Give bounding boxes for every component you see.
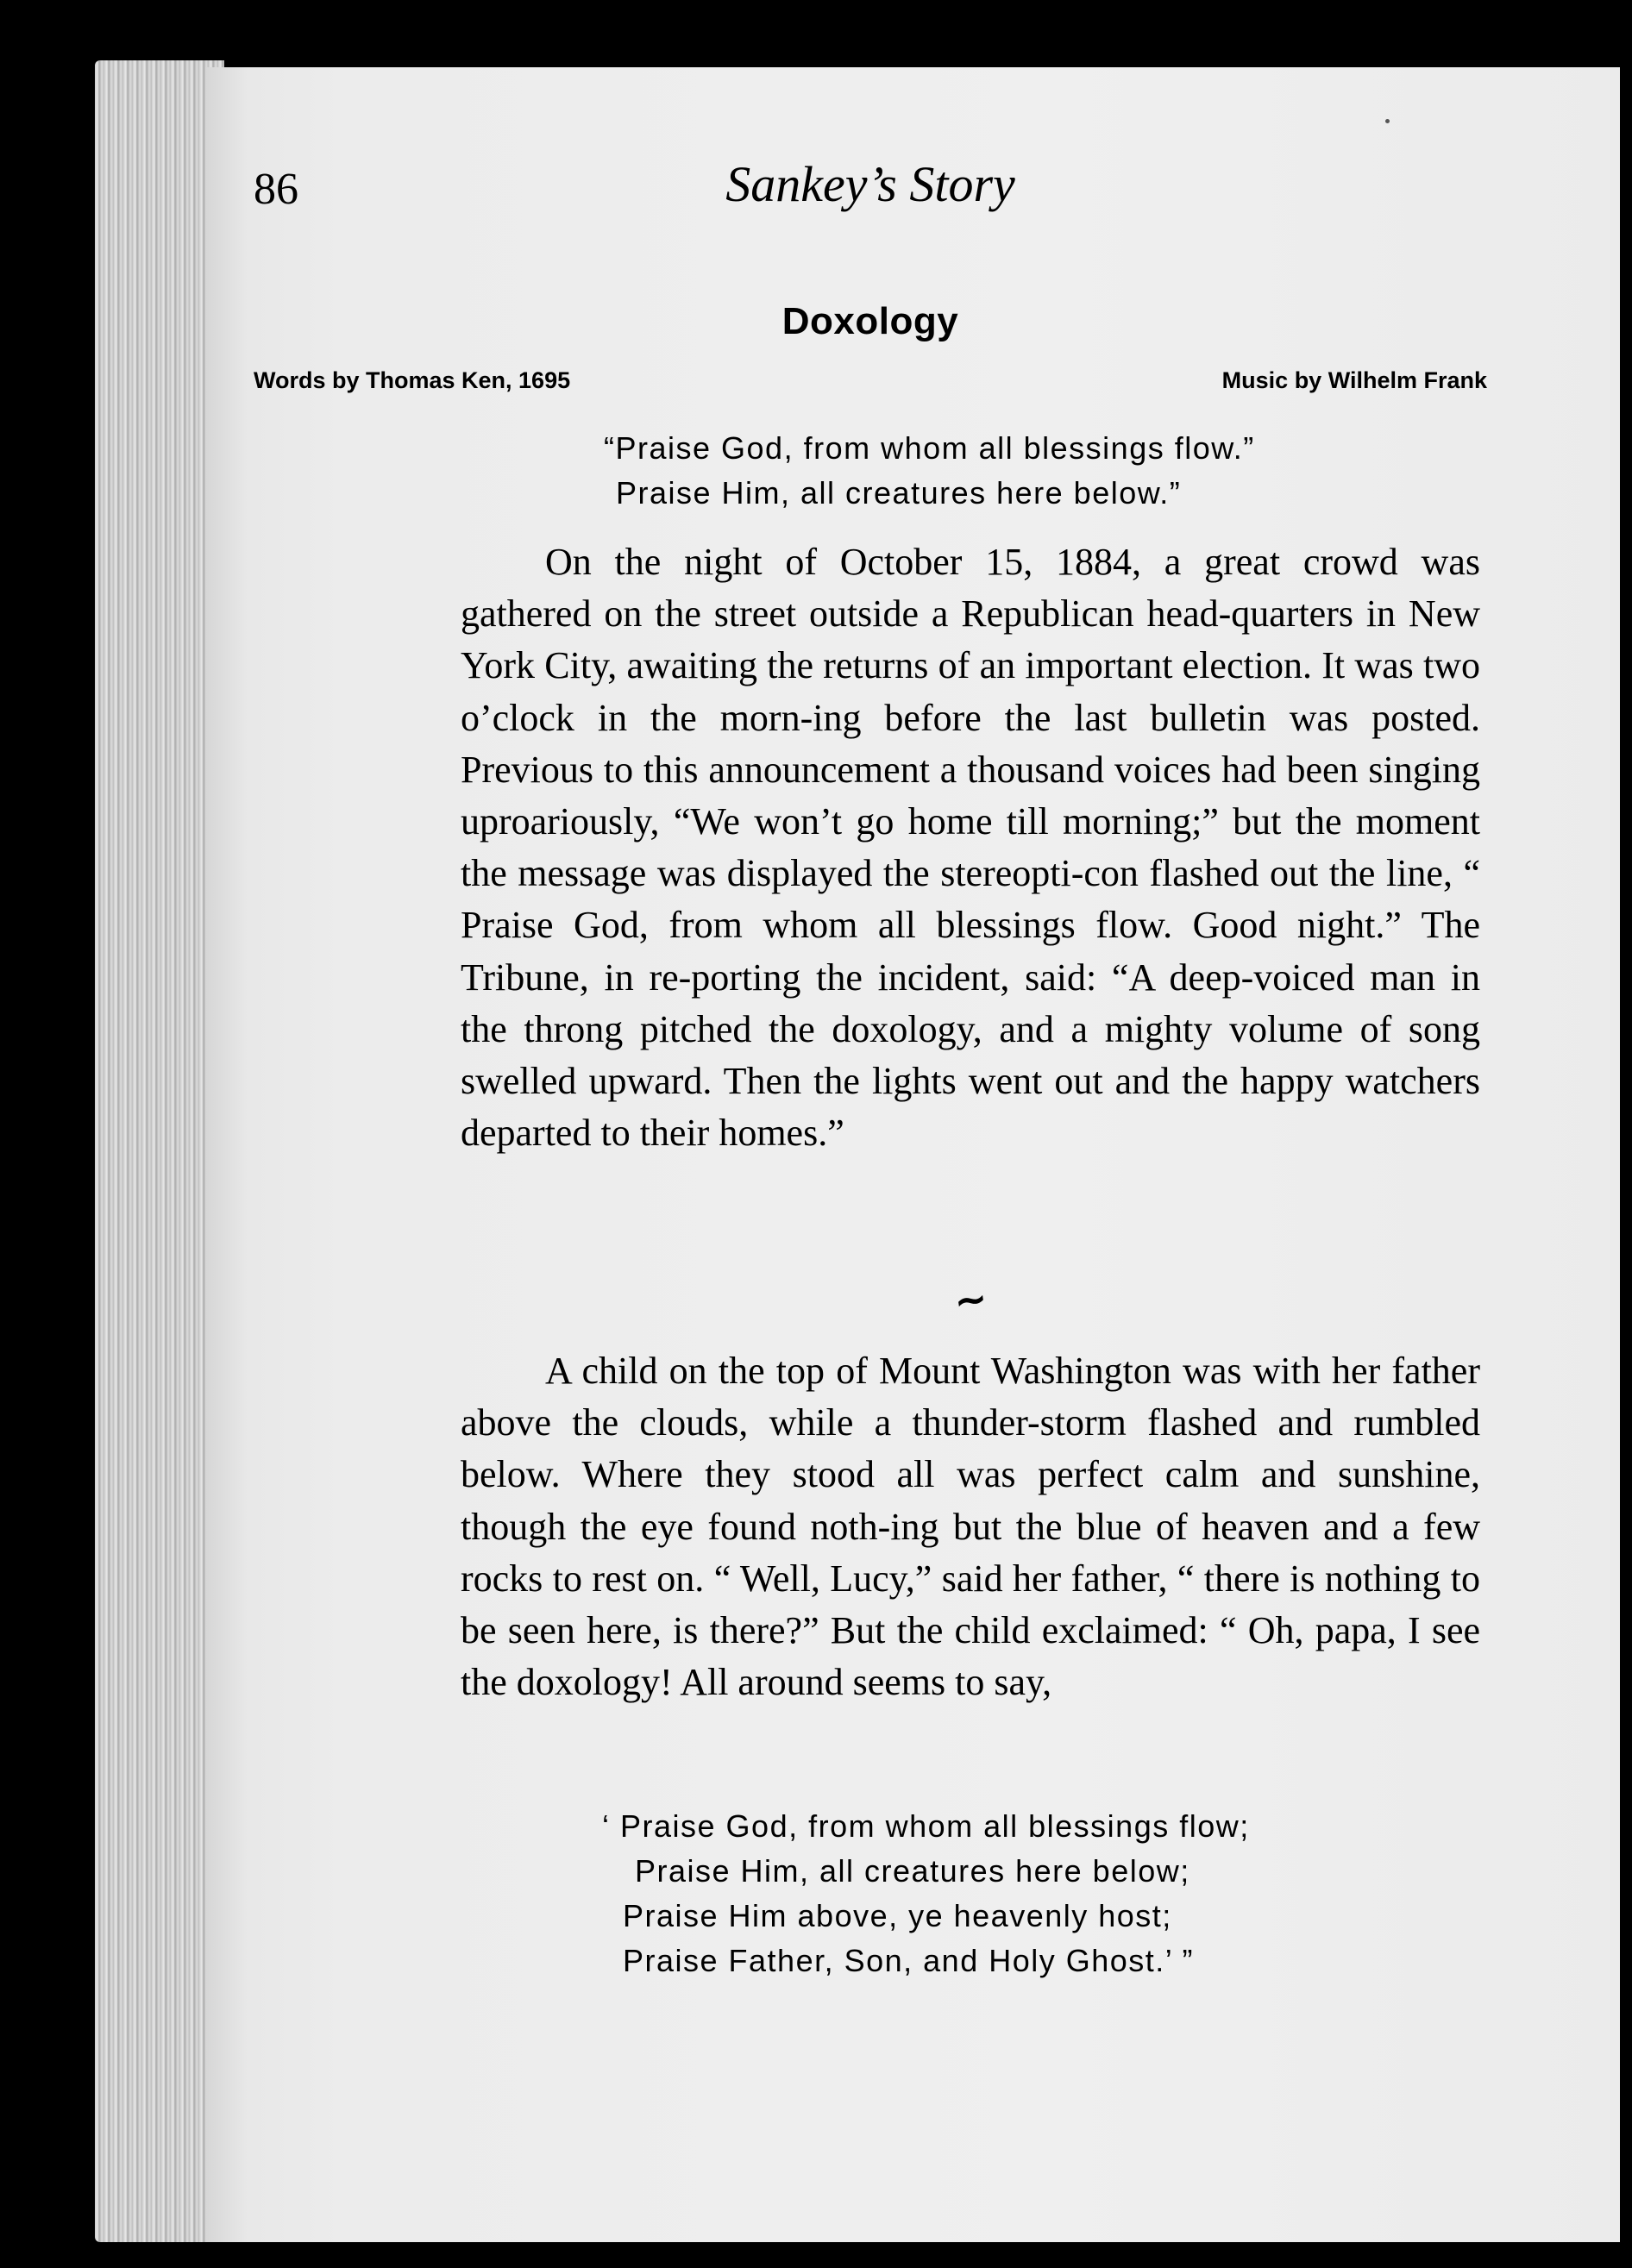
hymn-credits	[254, 367, 1487, 402]
closing-verse	[602, 1804, 1465, 1983]
section-ornament: ~	[951, 1274, 991, 1325]
verse-line: Praise Father, Son, and Holy Ghost.’ ”	[623, 1943, 1194, 1978]
verse-line: ‘ Praise God, from whom all blessings flow;	[602, 1808, 1250, 1844]
paragraph-election-night: On the night of October 15, 1884, a great crowd was gathered on the street outside a Republican head-quarters in New York City, awaiting the returns of an important election. It was two o’clock in the morn-ing before the last bulletin was posted. Previous to this announcement a thousand voices had been singing uproariously, “We won’t go home till morning;” but the moment the message was displayed the stereopti-con flashed out the line, “ Praise God, from whom all blessings flow. Good night.” The Tribune, in re-porting the incident, said: “A deep-voiced man in the throng pitched the doxology, and a mighty volume of song swelled upward. Then the lights went out and the happy watchers departed to their homes.”	[461, 541, 1480, 1155]
dust-speck	[1385, 119, 1390, 123]
running-title: Sankey’s Story	[725, 156, 1015, 212]
verse-line: “Praise God, from whom all blessings flow.”	[604, 430, 1255, 466]
page-number: 86	[254, 165, 298, 214]
opening-verse	[604, 426, 1466, 516]
music-credit: Music by Wilhelm Frank	[1221, 367, 1487, 393]
hymn-title: Doxology	[781, 300, 959, 342]
verse-line: Praise Him, all creatures here below;	[635, 1853, 1190, 1889]
running-head	[254, 138, 1487, 224]
words-credit: Words by Thomas Ken, 1695	[254, 367, 571, 393]
verse-line: Praise Him, all creatures here below.”	[616, 475, 1182, 511]
verse-line: Praise Him above, ye heavenly host;	[623, 1898, 1172, 1933]
paragraph-mount-washington: A child on the top of Mount Washington was with her father above the clouds, while a thunder-storm flashed and rumbled below. Where they stood all was perfect calm and sunshine, though the eye found noth-ing but the blue of heaven and a few rocks to rest on. “ Well, Lucy,” said her father, “ there is nothing to be seen here, is there?” But the child exclaimed: “ Oh, papa, I see the doxology! All around seems to say,	[461, 1350, 1480, 1704]
